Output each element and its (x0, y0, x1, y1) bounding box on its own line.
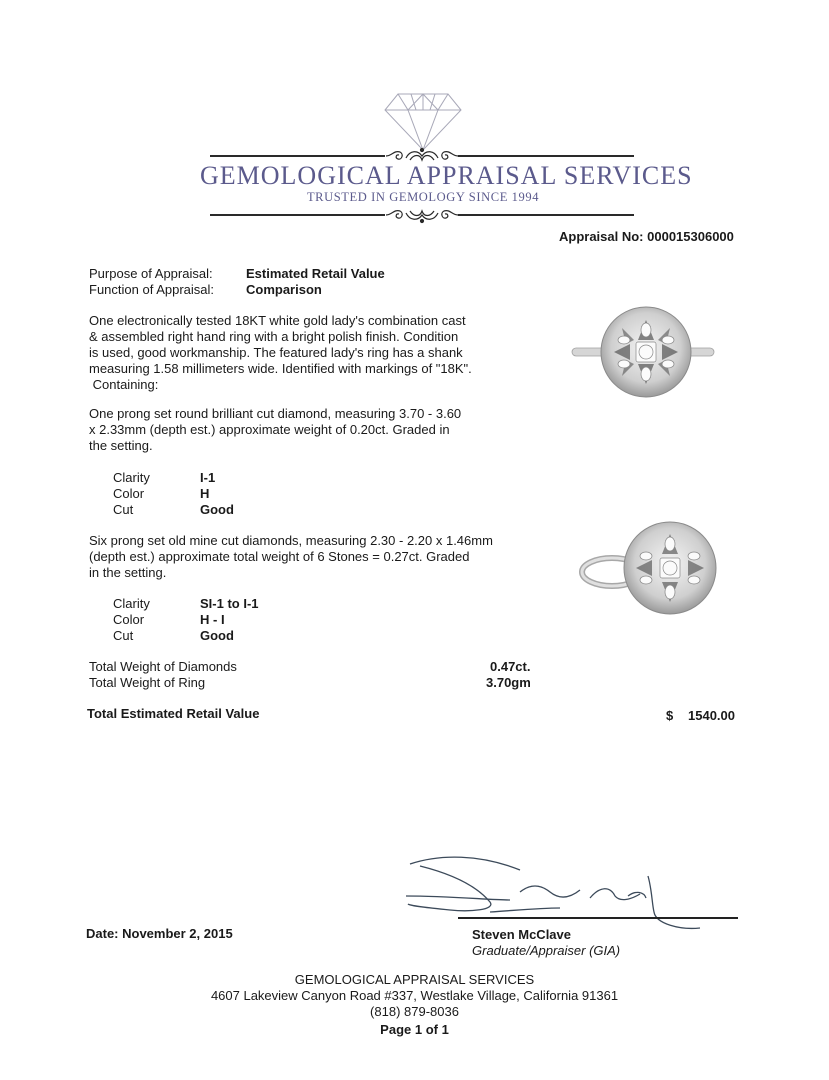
description-line: & assembled right hand ring with a bright polish finish. Condition (89, 329, 459, 344)
ring-side-view-photo (570, 510, 725, 630)
description-line: One electronically tested 18KT white gold lady's combination cast (89, 313, 466, 328)
stone-description-line: One prong set round brilliant cut diamond, measuring 3.70 - 3.60 (89, 406, 462, 421)
ring-top-view-photo (568, 300, 718, 415)
purpose-label: Purpose of Appraisal: (89, 266, 213, 281)
stone-description-line: x 2.33mm (depth est.) approximate weight of 0.20ct. Graded in (89, 422, 450, 437)
header-rule-bottom-right (458, 214, 634, 216)
appraiser-title: Graduate/Appraiser (GIA) (472, 943, 621, 958)
description-line: measuring 1.58 millimeters wide. Identified with markings of "18K". (89, 361, 472, 376)
spec-color-label: Color (113, 612, 145, 627)
total-diamond-weight-value: 0.47ct. (490, 659, 531, 674)
description-line: is used, good workmanship. The featured lady's ring has a shank (89, 345, 463, 360)
diamond-icon (383, 90, 463, 152)
company-tagline: TRUSTED IN GEMOLOGY SINCE 1994 (306, 190, 540, 204)
currency-symbol: $ (666, 708, 674, 723)
appraiser-name: Steven McClave (472, 927, 571, 942)
description-line: Containing: (89, 377, 159, 392)
spec-clarity-value: I-1 (200, 470, 216, 485)
spec-cut-label: Cut (113, 628, 134, 643)
total-ring-weight-label: Total Weight of Ring (89, 675, 206, 690)
stone-description-line: (depth est.) approximate total weight of 6 Stones = 0.27ct. Graded (89, 549, 470, 564)
footer-phone: (818) 879-8036 (370, 1004, 459, 1019)
appraisal-date: Date: November 2, 2015 (86, 926, 233, 941)
spec-color-value: H - I (200, 612, 225, 627)
function-value: Comparison (246, 282, 322, 297)
total-diamond-weight-label: Total Weight of Diamonds (89, 659, 237, 674)
purpose-value: Estimated Retail Value (246, 266, 385, 281)
spec-color-label: Color (113, 486, 145, 501)
page-number: Page 1 of 1 (380, 1022, 449, 1037)
signature-line (458, 917, 738, 919)
stone-description-center (89, 406, 529, 454)
header-rule-top-right (458, 155, 634, 157)
footer-company-name: GEMOLOGICAL APPRAISAL SERVICES (294, 972, 535, 987)
stone-description-line: the setting. (89, 438, 153, 453)
stone-description-line: Six prong set old mine cut diamonds, measuring 2.30 - 2.20 x 1.46mm (89, 533, 493, 548)
stone-description-accents (89, 533, 549, 581)
spec-cut-value: Good (200, 628, 234, 643)
spec-clarity-label: Clarity (113, 470, 150, 485)
spec-color-value: H (200, 486, 210, 501)
spec-cut-value: Good (200, 502, 234, 517)
company-logo-title: GEMOLOGICAL APPRAISAL SERVICES (200, 161, 693, 190)
flourish-ornament-icon (384, 205, 460, 225)
appraisal-number: Appraisal No: 000015306000 (559, 229, 734, 244)
total-ring-weight-value: 3.70gm (486, 675, 531, 690)
spec-clarity-value: SI-1 to I-1 (200, 596, 259, 611)
total-retail-value-label: Total Estimated Retail Value (87, 706, 260, 721)
header-rule-bottom-left (210, 214, 385, 216)
item-description (89, 313, 509, 393)
function-label: Function of Appraisal: (89, 282, 215, 297)
footer-address: 4607 Lakeview Canyon Road #337, Westlake Village, California 91361 (210, 988, 619, 1003)
stone-description-line: in the setting. (89, 565, 167, 580)
spec-clarity-label: Clarity (113, 596, 150, 611)
total-retail-value: 1540.00 (688, 708, 735, 723)
spec-cut-label: Cut (113, 502, 134, 517)
header-rule-top-left (210, 155, 385, 157)
